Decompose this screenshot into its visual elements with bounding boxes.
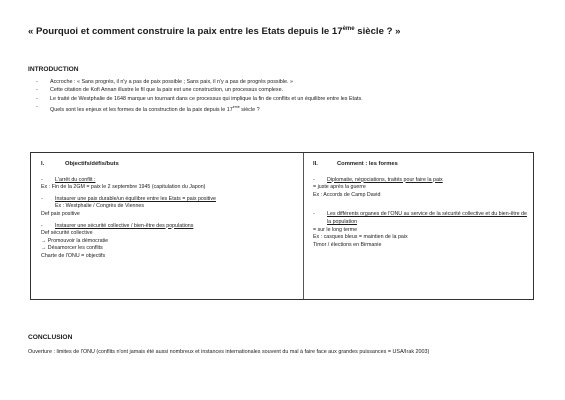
left-column [41,161,299,265]
column-divider [303,153,304,299]
right-column [313,161,529,253]
intro-item: - Le traité de Westphalie de 1648 marque un tournant dans ce processus qui implique la fin de conflits et un équilibre entre les Etats. [36,95,363,103]
document-title: « Pourquoi et comment construire la paix entre les Etats depuis le 17ème siècle ? » [28,26,401,38]
introduction-list [36,78,363,114]
section: - L'arrêt du conflit : Ex : Fin de la 2GM = paix le 2 septembre 1945 (capitulation du Japon) [41,176,206,191]
intro-item: - Quels sont les enjeux et les formes de la construction de la paix depuis le 17ème siècle ? [36,103,363,114]
plan-table [30,152,534,300]
intro-item: - Cette citation de Kofi Annan illustre le fil que la paix est une construction, un processus complexe. [36,86,363,94]
conclusion-heading: CONCLUSION [28,334,73,341]
introduction-heading: INTRODUCTION [28,66,79,73]
section: - Instaurer une sécurité collective / bien-être des populations Def sécurité collective → Promouvoir la démocratie → Désamorcer les conflits Charte de l'ONU = objectifs [41,222,194,259]
section: - Les différents organes de l'ONU au service de la sécurité collective et du bien-être de la population = sur le long terme Ex : casques bleus = maintien de la paix Timor / élections en Birmanie [313,211,527,248]
column-heading: I. Objectifs/défis/buts [41,161,119,167]
intro-item: - Accroche : « Sans progrès, il n'y a pas de paix possible ; Sans paix, il n'y a pas de progrès possible. » [36,78,363,86]
column-heading: II. Comment : les formes [313,161,398,167]
section: - Diplomatie, négociations, traités pour faire la paix = juste après la guerre Ex : Accords de Camp David [313,176,443,198]
conclusion-text: Ouverture : limites de l'ONU (conflits n'ont jamais été aussi nombreux et instances internationales souvent du mal à faire face aux grandes puissances = USA/Irak 2003) [28,349,430,355]
section: - Instaurer une paix durable/un équilibre entre les Etats = paix positive Ex : Westphalie / Congrès de Viennes Def paix positive [41,195,216,217]
